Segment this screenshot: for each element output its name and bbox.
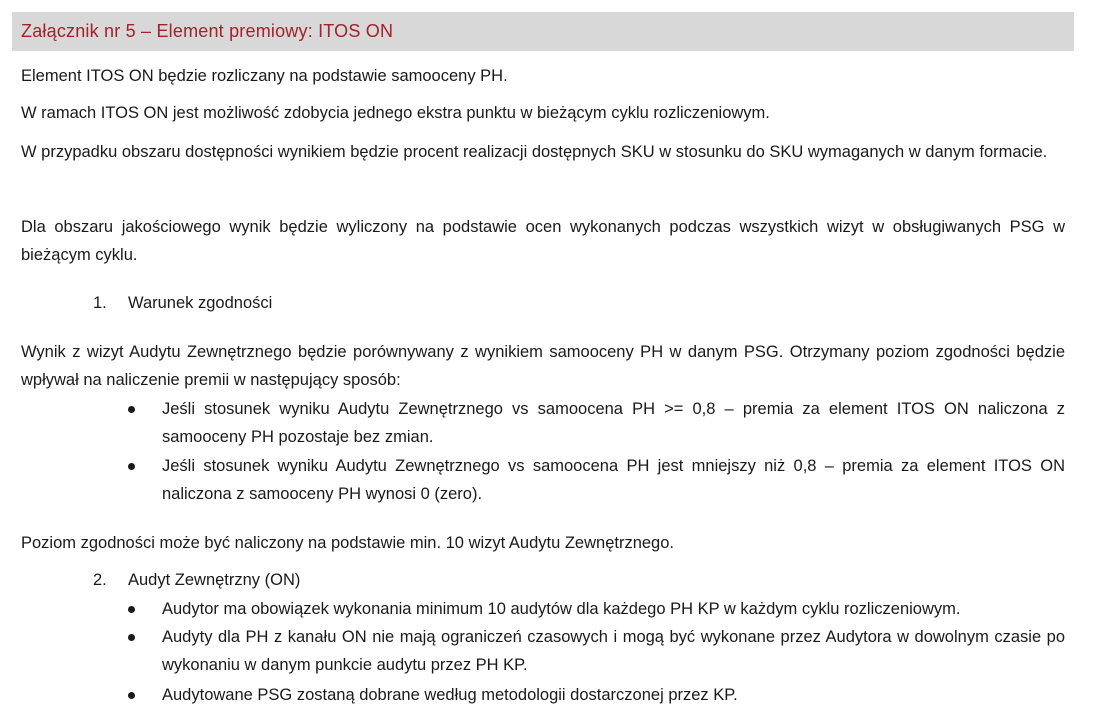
bullet-dot — [128, 606, 135, 613]
paragraph-availability: W przypadku obszaru dostępności wynikiem będzie procent realizacji dostępnych SKU w stosunku do SKU wymaganych w danym formacie. — [21, 143, 1048, 161]
section-heading-bar — [12, 12, 1074, 51]
bullet-dot — [128, 634, 135, 641]
paragraph-extra-point: W ramach ITOS ON jest możliwość zdobycia jednego ekstra punktu w bieżącym cyklu rozliczeniowym. — [21, 104, 770, 122]
paragraph-minimum-visits: Poziom zgodności może być naliczony na podstawie min. 10 wizyt Audytu Zewnętrznego. — [21, 534, 674, 552]
list-item — [128, 395, 1065, 451]
heading-title: Warunek zgodności — [128, 294, 273, 312]
heading-number: 2. — [93, 571, 107, 589]
list-item-text: Jeśli stosunek wyniku Audytu Zewnętrznego vs samoocena PH jest mniejszy niż 0,8 – premia za element ITOS ON naliczona z samooceny PH wynosi 0 (zero). — [162, 457, 1065, 503]
paragraph-quality: Dla obszaru jakościowego wynik będzie wyliczony na podstawie ocen wykonanych podczas wszystkich wizyt w obsługiwanych PSG w bieżącym cyklu. — [21, 218, 1065, 264]
list-item-text: Audytor ma obowiązek wykonania minimum 10 audytów dla każdego PH KP w każdym cyklu rozliczeniowym. — [162, 600, 961, 618]
list-item-text: Audytowane PSG zostaną dobrane według metodologii dostarczonej przez KP. — [162, 686, 738, 704]
list-item — [128, 623, 1065, 679]
list-item-text: Jeśli stosunek wyniku Audytu Zewnętrznego vs samoocena PH >= 0,8 – premia za element ITOS ON naliczona z samooceny PH pozostaje bez zmian. — [162, 400, 1065, 446]
bullet-dot — [128, 406, 135, 413]
heading-number: 1. — [93, 294, 107, 312]
list-item — [128, 452, 1065, 508]
list-item-text: Audyty dla PH z kanału ON nie mają ograniczeń czasowych i mogą być wykonane przez Audytora w dowolnym czasie po wykonaniu w danym punkcie audytu przez PH KP. — [162, 628, 1065, 674]
paragraph-itos-basis: Element ITOS ON będzie rozliczany na podstawie samooceny PH. — [21, 67, 508, 85]
bullet-dot — [128, 692, 135, 699]
list-item — [128, 681, 1065, 709]
list-item — [128, 595, 1065, 623]
heading-title: Audyt Zewnętrzny (ON) — [128, 571, 301, 589]
bullet-dot — [128, 463, 135, 470]
section-heading: Załącznik nr 5 – Element premiowy: ITOS ON — [21, 21, 394, 41]
paragraph-compliance-intro: Wynik z wizyt Audytu Zewnętrznego będzie porównywany z wynikiem samooceny PH w danym PSG. Otrzymany poziom zgodności będzie wpływał na naliczenie premii w następujący sposób: — [21, 343, 1065, 389]
